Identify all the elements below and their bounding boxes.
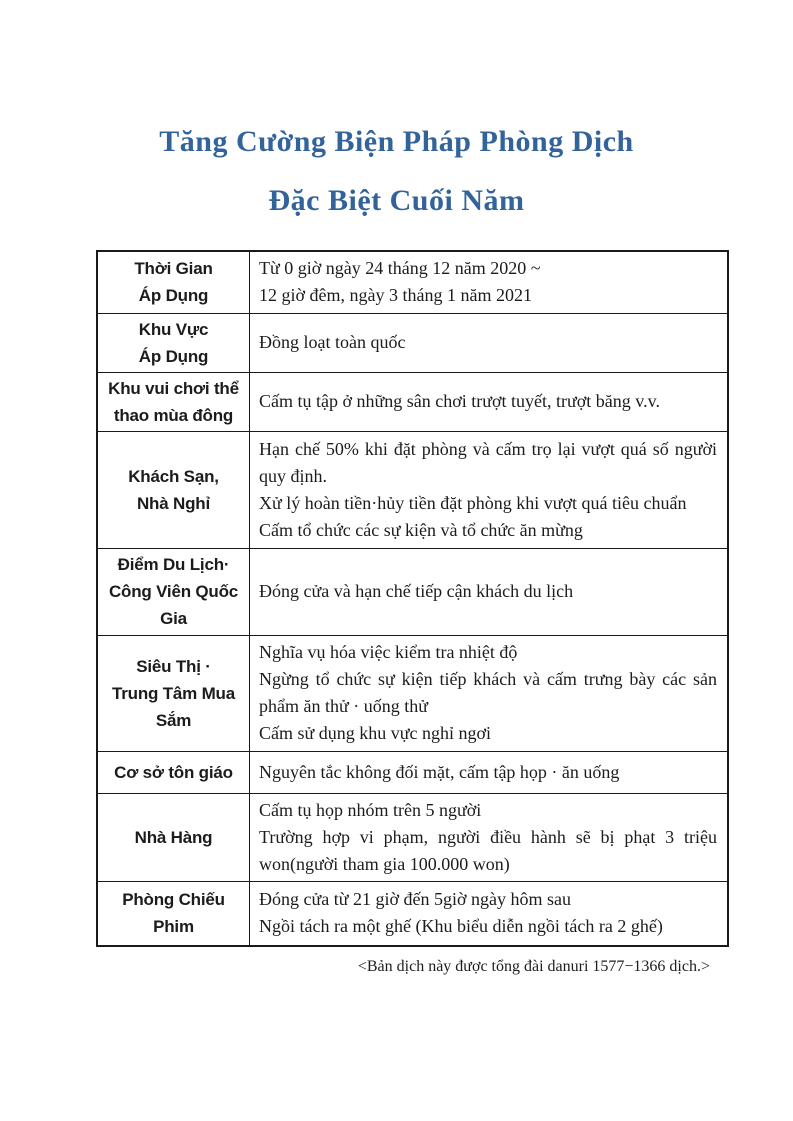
page-title	[0, 112, 793, 230]
measure-paragraph: Ngồi tách ra một ghế (Khu biểu diễn ngồi tách ra 2 ghế)	[259, 916, 663, 937]
page-title-line-1: Tăng Cường Biện Pháp Phòng Dịch	[159, 125, 634, 158]
measure-paragraph: Nghĩa vụ hóa việc kiểm tra nhiệt độ	[259, 642, 518, 662]
measures-cell	[250, 881, 729, 946]
measures-cell	[250, 431, 729, 548]
measure-paragraph: Ngừng tổ chức sự kiện tiếp khách và cấm trưng bày các sản phẩm ăn thử · uống thử	[259, 669, 717, 716]
category-line: Áp Dụng	[138, 286, 209, 306]
category-line: Nhà Nghỉ	[136, 493, 210, 513]
measure-paragraph: Trường hợp vi phạm, người điều hành sẽ bị phạt 3 triệu won(người tham gia 100.000 won)	[259, 826, 717, 874]
measure-paragraph: Xử lý hoàn tiền·hủy tiền đặt phòng khi vượt quá tiêu chuẩn	[259, 492, 687, 513]
category-line: Áp Dụng	[138, 346, 209, 366]
measure-paragraph: Cấm tụ họp nhóm trên 5 người	[259, 799, 482, 820]
category-line: Khu Vực	[138, 319, 209, 339]
measures-cell	[250, 251, 729, 313]
category-cell	[97, 793, 250, 881]
category-line: Siêu Thị ·	[136, 656, 211, 676]
measure-paragraph: Hạn chế 50% khi đặt phòng và cấm trọ lại vượt quá số người quy định.	[259, 438, 717, 486]
measure-paragraph: Cấm tổ chức các sự kiện và tổ chức ăn mừng	[259, 519, 583, 540]
category-line: Thời Gian	[134, 259, 213, 279]
category-cell	[97, 881, 250, 946]
category-line: Khách Sạn,	[128, 466, 219, 486]
measure-paragraph: Nguyên tắc không đối mặt, cấm tập họp · ăn uống	[259, 761, 620, 782]
measure-paragraph: Cấm sử dụng khu vực nghỉ ngơi	[259, 723, 492, 743]
category-cell	[97, 751, 250, 793]
measure-paragraph: 12 giờ đêm, ngày 3 tháng 1 năm 2021	[259, 285, 532, 306]
measures-cell	[250, 751, 729, 793]
table-row	[97, 635, 728, 751]
table-row	[97, 548, 728, 635]
category-line: Phim	[153, 917, 194, 937]
measure-paragraph: Đồng loạt toàn quốc	[259, 332, 406, 352]
category-line: Trung Tâm Mua Sắm	[111, 683, 236, 730]
category-line: Cơ sở tôn giáo	[114, 762, 233, 782]
footer-note: <Bản dịch này được tổng đài danuri 1577−1366 dịch.>	[357, 958, 710, 975]
table-row	[97, 751, 728, 793]
measure-paragraph: Từ 0 giờ ngày 24 tháng 12 năm 2020 ~	[259, 258, 541, 279]
measures-cell	[250, 372, 729, 431]
category-cell	[97, 548, 250, 635]
table-row	[97, 431, 728, 548]
measure-paragraph: Cấm tụ tập ở những sân chơi trượt tuyết, trượt băng v.v.	[259, 391, 660, 411]
table-row	[97, 881, 728, 946]
category-line: Phòng Chiếu	[122, 890, 225, 910]
category-line: Công Viên Quốc Gia	[108, 582, 239, 628]
measures-table-body	[97, 251, 728, 946]
category-cell	[97, 251, 250, 313]
category-cell	[97, 372, 250, 431]
category-line: thao mùa đông	[113, 405, 234, 425]
page-title-line-2: Đặc Biệt Cuối Năm	[268, 184, 525, 217]
category-line: Khu vui chơi thể	[108, 378, 239, 398]
measures-cell	[250, 635, 729, 751]
measures-cell	[250, 793, 729, 881]
measure-paragraph: Đóng cửa và hạn chế tiếp cận khách du lịch	[259, 581, 574, 601]
category-line: Điểm Du Lịch·	[117, 555, 230, 574]
table-row	[97, 793, 728, 881]
category-cell	[97, 313, 250, 372]
table-row	[97, 251, 728, 313]
category-line: Nhà Hàng	[134, 827, 213, 847]
category-cell	[97, 431, 250, 548]
measure-paragraph: Đóng cửa từ 21 giờ đến 5giờ ngày hôm sau	[259, 889, 572, 910]
table-row	[97, 372, 728, 431]
table-row	[97, 313, 728, 372]
category-cell	[97, 635, 250, 751]
measures-table	[96, 250, 729, 947]
measures-cell	[250, 313, 729, 372]
measures-cell	[250, 548, 729, 635]
